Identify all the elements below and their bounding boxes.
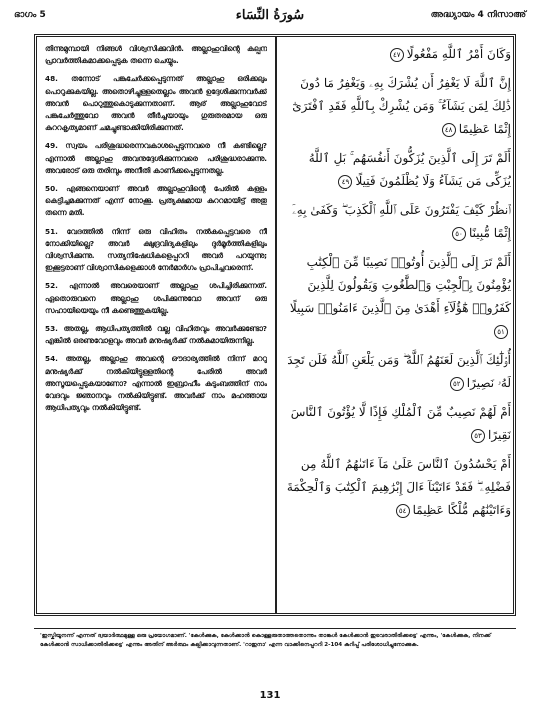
verse-text: أَلَمْ تَرَ إِلَى ٱلَّذِينَ يُزَكُّونَ أَنفُسَهُم ۚ بَلِ ٱللَّهُ يُزَكِّى مَن يَشَآءُ وَلَا يُظْلَمُونَ فَتِيلًا bbox=[308, 151, 511, 188]
verse-number-marker: ٥٤ bbox=[396, 504, 410, 518]
translation-paragraph: 54. അതല്ല, അല്ലാഹു അവന്റെ ഔദാര്യത്തിൽ നിന്ന് മററു മനുഷ്യർക്ക് നൽകിയിട്ടുള്ളതിന്റെ പേരിൽ അവർ അസൂയപ്പെടുകയാണോ? എന്നാൽ ഇബ്രാഹീം കുടുംബത്തിന് നാം വേദവും ജ്ഞാനവും നൽകിയിട്ടുണ്ട്. അവർക്ക് നാം മഹത്തായ ആധിപത്യവും നൽകിയിട്ടുണ്ട്. bbox=[45, 354, 267, 413]
arabic-column bbox=[283, 43, 511, 609]
chapter-label: അദ്ധ്യായം 4 നിസാഅ് bbox=[430, 10, 526, 20]
verse-text: إِنَّ ٱللَّهَ لَا يَغْفِرُ أَن يُشْرَكَ بِهِۦ وَيَغْفِرُ مَا دُونَ ذَٰلِكَ لِمَن يَشَآءُ ۚ وَمَن يُشْرِكْ بِٱللَّهِ فَقَدِ ٱفْتَرَىٰٓ إِثْمًا عَظِيمًا bbox=[292, 76, 511, 136]
verse-number-marker: ٤٨ bbox=[442, 123, 456, 137]
column-divider bbox=[275, 37, 277, 613]
arabic-verse bbox=[283, 401, 511, 447]
arabic-verse bbox=[283, 43, 511, 66]
verse-number-marker: ٥٠ bbox=[452, 227, 466, 241]
page-header bbox=[14, 8, 526, 30]
translation-paragraph: 53. അതല്ല, ആധിപത്യത്തിൽ വല്ല വിഹിതവും അവർക്കുണ്ടോ? എങ്കിൽ ഒരണുവോളവും അവർ മനുഷ്യർക്ക് നൽകുമായിരുന്നില്ല. bbox=[45, 324, 267, 346]
verse-text: أَلَمْ تَرَ إِلَى ٱلَّذِينَ أُوتُوا۟ نَصِيبًا مِّنَ ٱلْكِتَٰبِ يُؤْمِنُونَ بِٱلْجِبْتِ وَٱلطَّٰغُوتِ وَيَقُولُونَ لِلَّذِينَ كَفَرُوا۟ هَٰٓؤُلَآءِ أَهْدَىٰ مِنَ ٱلَّذِينَ ءَامَنُوا۟ سَبِيلًا bbox=[289, 255, 511, 315]
verse-number-marker: ٥٢ bbox=[450, 377, 464, 391]
verse-number-marker: ٤٩ bbox=[338, 175, 352, 189]
translation-paragraph: തിന്നുമുമ്പായി നിങ്ങൾ വിശ്വസിക്കുവിൻ. അല്ലാഹുവിന്റെ കല്പന പ്രാവർത്തികമാക്കപ്പെടുക തന്നെ ചെയ്യും. bbox=[45, 44, 267, 66]
verse-text: وَكَانَ أَمْرُ ٱللَّهِ مَفْعُولًا bbox=[406, 47, 511, 61]
footnote-text: 'ഇസ്കിയൂനന്ന് എന്നത് ദ്വയാർത്ഥമുള്ള ഒരു പ്രയോഗമാണ്. 'കേൾക്കുക, കേൾക്കാൻ കൊള്ളരുതാത്തതൊന്നും താങ്കൾ കേൾക്കാൻ ഇടവരാതിരിക്കട്ടെ' എന്നും, 'കേൾക്കുക, നിനക്ക് കേൾക്കാൻ സാധിക്കാതിരിക്കട്ടെ' എന്നും അതിന് അർത്ഥം കല്പിക്കാവുന്നതാണ്. 'റാഇനാ' എന്ന വാക്കിനെപ്പററി 2-104 കുറിപ്പ് പരിശോധിച്ചുനോക്കുക. bbox=[40, 633, 491, 648]
arabic-verse bbox=[283, 72, 511, 141]
verse-text: أَمْ يَحْسُدُونَ ٱلنَّاسَ عَلَىٰ مَآ ءَاتَىٰهُمُ ٱللَّهُ مِن فَضْلِهِۦ ۖ فَقَدْ ءَاتَيْنَآ ءَالَ إِبْرَٰهِيمَ ٱلْكِتَٰبَ وَٱلْحِكْمَةَ وَءَاتَيْنَٰهُم مُّلْكًا عَظِيمًا bbox=[286, 457, 511, 517]
content-frame bbox=[34, 34, 516, 616]
translation-column bbox=[45, 43, 267, 609]
part-label: ഭാഗം 5 bbox=[14, 10, 46, 20]
translation-paragraph: 50. എങ്ങനെയാണ് അവർ അല്ലാഹുവിന്റെ പേരിൽ കള്ളം കെട്ടിച്ചമക്കുന്നത് എന്ന് നോക്കൂ. പ്രത്യക്ഷമായ കുററമായിട്ട് അതു തന്നെ മതി. bbox=[45, 184, 267, 218]
arabic-verse bbox=[283, 251, 511, 343]
footnote-divider bbox=[34, 628, 516, 629]
surah-name-arabic: سُورَةُ النِّسَاء bbox=[235, 8, 305, 23]
verse-number-marker: ٤٧ bbox=[390, 48, 404, 62]
translation-paragraph: 48. തന്നോട് പങ്കുചേർക്കപ്പെടുന്നത് അല്ലാഹു ഒരിക്കലും പൊറുക്കുകയില്ല. അതൊഴിച്ചുള്ളതെല്ലാം അവൻ ഉദ്ദേശിക്കുന്നവർക്ക് അവൻ പൊറുത്തുകൊടുക്കുന്നതാണ്. ആര് അല്ലാഹുവോട് പങ്കുചേർത്തുവോ അവൻ തീർച്ചയായും ഗുരുതരമായ ഒരു കുററകൃത്യമാണ് ചമച്ചുണ്ടാക്കിയിരിക്കുന്നത്. bbox=[45, 74, 267, 133]
arabic-verse bbox=[283, 147, 511, 193]
verse-text: أُو۟لَٰٓئِكَ ٱلَّذِينَ لَعَنَهُمُ ٱللَّهُ ۖ وَمَن يَلْعَنِ ٱللَّهُ فَلَن تَجِدَ لَهُۥ نَصِيرًا bbox=[287, 353, 511, 390]
page-number: 131 bbox=[259, 690, 281, 701]
verse-number-marker: ٥٣ bbox=[471, 429, 485, 443]
translation-paragraph: 49. സ്വയം പരിശുദ്ധരെന്നവകാശപ്പെടുന്നവരെ നീ കണ്ടില്ലെ? എന്നാൽ അല്ലാഹു അവനുദ്ദേശിക്കുന്നവരെ പരിശുദ്ധരാക്കുന്നു. അവരോട് ഒരു തരിമ്പും അനീതി കാണിക്കപ്പെടുന്നതല്ല. bbox=[45, 141, 267, 175]
verse-text: ٱنظُرْ كَيْفَ يَفْتَرُونَ عَلَى ٱللَّهِ ٱلْكَذِبَ ۖ وَكَفَىٰ بِهِۦٓ إِثْمًا مُّبِينًا bbox=[292, 203, 511, 240]
arabic-verse bbox=[283, 453, 511, 522]
translation-paragraph: 52. എന്നാൽ അവരെയാണ് അല്ലാഹു ശപിച്ചിരിക്കുന്നത്. ഏതൊരുവനെ അല്ലാഹു ശപിക്കുന്നുവോ അവന് ഒരു സഹായിയെയും നീ കണ്ടെത്തുകയില്ല. bbox=[45, 281, 267, 315]
verse-text: أَمْ لَهُمْ نَصِيبٌ مِّنَ ٱلْمُلْكِ فَإِذًا لَّا يُؤْتُونَ ٱلنَّاسَ نَقِيرًا bbox=[290, 405, 511, 442]
translation-paragraph: 51. വേദത്തിൽ നിന്ന് ഒരു വിഹിതം നൽകപ്പെട്ടവരെ നീ നോക്കിയില്ലെ? അവർ ക്ഷുദ്രവിദ്യകളിലും ദുർമൂർത്തികളിലും വിശ്വസിക്കുന്നു. സത്യനിഷേധികളെപ്പററി അവർ പറയുന്നു; ഇക്കൂട്ടരാണ് വിശ്വാസികളെക്കാൾ നേർമാർഗം പ്രാപിച്ചവരെന്ന്. bbox=[45, 226, 267, 273]
arabic-verse bbox=[283, 349, 511, 395]
verse-number-marker: ٥١ bbox=[494, 325, 508, 339]
arabic-verse bbox=[283, 199, 511, 245]
